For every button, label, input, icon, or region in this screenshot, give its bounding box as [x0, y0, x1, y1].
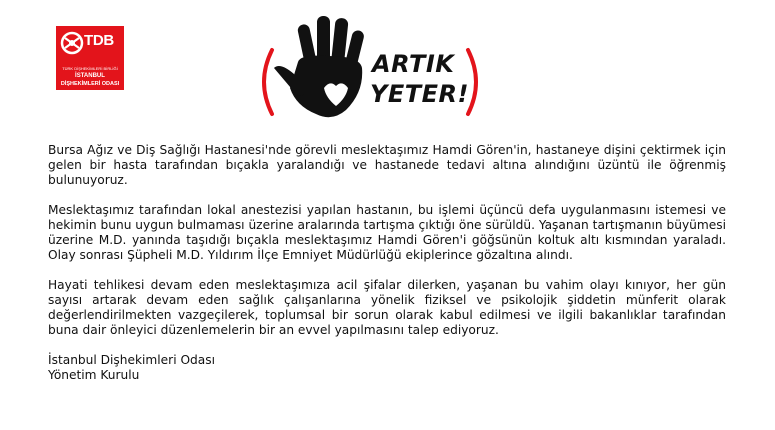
- paragraph-1: Bursa Ağız ve Diş Sağlığı Hastanesi'nde görevli meslektaşımız Hamdi Gören'in, hastaneye dişini çektirmek için gelen bir hasta tarafından bıçakla yaralandığı ve hastanede tedavi altına alındığını üzüntü ile öğrenmiş bulunuyoruz.: [48, 143, 726, 187]
- tdb-logo: [56, 26, 128, 92]
- signature-board: Yönetim Kurulu: [48, 368, 140, 382]
- right-paren-icon: [468, 50, 476, 114]
- paragraph-3: Hayati tehlikesi devam eden meslektaşımıza acil şifalar dilerken, yaşanan bu vahim olayı kınıyor, her gün sayısı artarak devam eden sağlık çalışanlarına yönelik fiziksel ve psikolojik şiddetin münferit olarak değerlendirilmekten vazgeçilerek, toplumsal bir sorun olarak kabul edilmesi ve ilgili bakanlıklar tarafından buna dair önleyici düzenlemelerin bir an evvel yapılmasını talep ediyoruz.: [48, 278, 726, 337]
- slogan-line1: ARTIK: [372, 50, 455, 78]
- logo-org-small: TÜRK DİŞHEKİMLERİ BİRLİĞİ: [62, 66, 118, 71]
- slogan-line2: YETER!: [370, 80, 469, 108]
- tdb-emblem-icon: [59, 30, 85, 56]
- signature-org: İstanbul Dişhekimleri Odası: [48, 353, 215, 367]
- statement-body: [48, 143, 726, 383]
- black-hand-icon: [274, 16, 365, 117]
- left-paren-icon: [264, 50, 272, 114]
- logo-org-name: DİŞHEKİMLERİ ODASI: [60, 81, 120, 87]
- paragraph-2: Meslektaşımız tarafından lokal anestezisi yapılan hastanın, bu işlemi üçüncü defa uygulanmasını istemesi ve hekimin bunu uygun bulmaması üzerine aralarında tartışma çıktığı öne sürüldü. Yaşanan tartışmanın büyümesi üzerine M.D. yanında taşıdığı bıçakla meslektaşımız Hamdi Gören'i göğsünün koltuk altı kısmından yaraladı. Olay sonrası Şüpheli M.D. Yıldırım İlçe Emniyet Müdürlüğü ekiplerince gözaltına alındı.: [48, 203, 726, 262]
- logo-org-city: İSTANBUL: [75, 73, 105, 79]
- logo-brand: TDB: [84, 32, 114, 49]
